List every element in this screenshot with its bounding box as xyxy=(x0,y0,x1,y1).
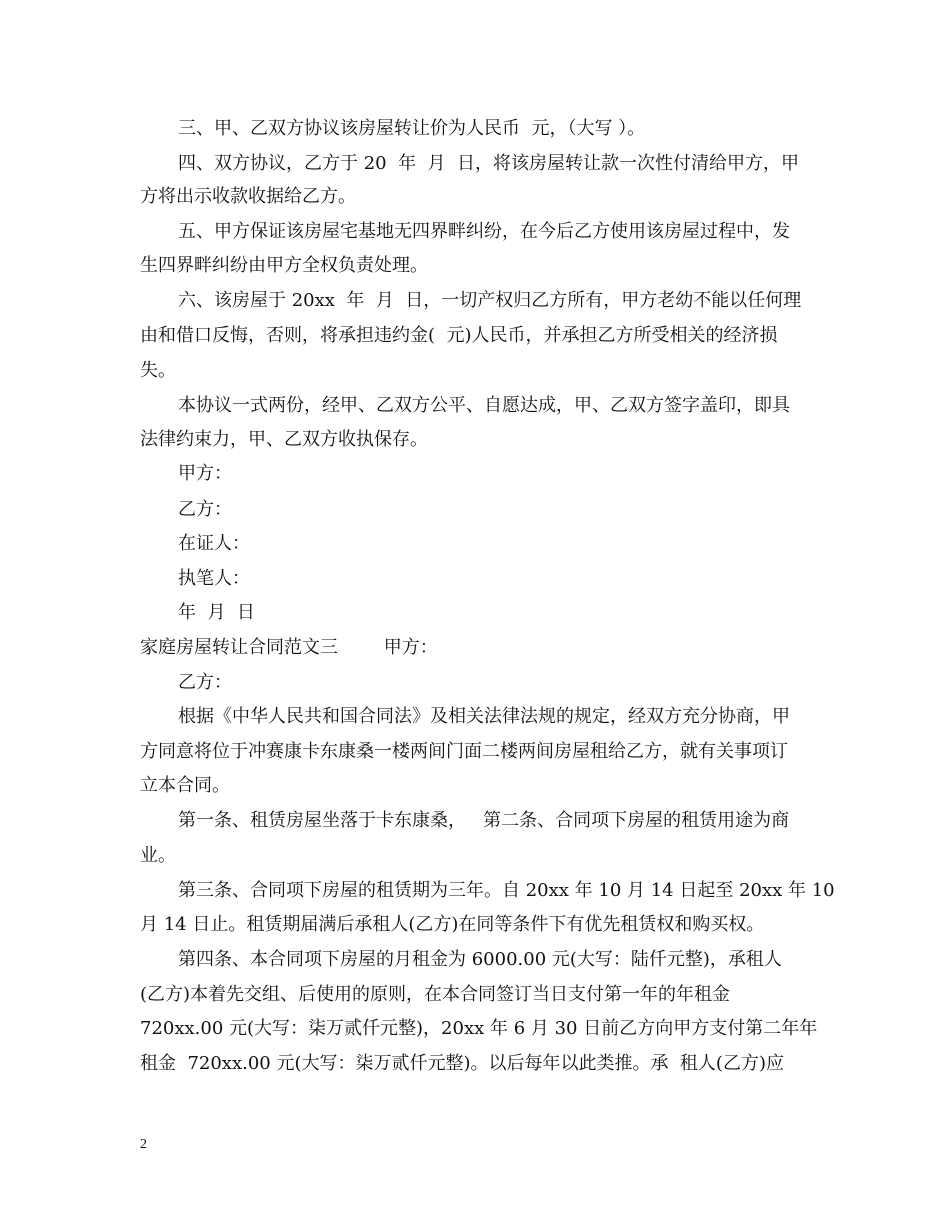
paragraph-line: 六、该房屋于 20xx 年 月 日，一切产权归乙方所有，甲方老幼不能以任何理 xyxy=(178,290,802,311)
paragraph-line: 乙方： xyxy=(178,672,232,693)
signature-line-writer: 执笔人： xyxy=(178,568,250,589)
paragraph-line: 第四条、本合同项下房屋的月租金为 6000.00 元(大写：陆仟元整)，承租人 xyxy=(178,949,782,970)
signature-line-witness: 在证人： xyxy=(178,533,250,554)
paragraph-line: 第一条、租赁房屋坐落于卡东康桑， 第二条、合同项下房屋的租赁用途为商 xyxy=(178,810,790,831)
paragraph-line: 方将出示收款收据给乙方。 xyxy=(140,186,356,207)
paragraph-line: 月 14 日止。租赁期届满后承租人(乙方)在同等条件下有优先租赁权和购买权。 xyxy=(140,914,765,935)
paragraph-line: 生四界畔纠纷由甲方全权负责处理。 xyxy=(140,255,428,276)
paragraph-line: 第三条、合同项下房屋的租赁期为三年。自 20xx 年 10 月 14 日起至 20xx 年 10 xyxy=(178,880,835,901)
date-line: 年 月 日 xyxy=(178,602,255,623)
paragraph-line: 由和借口反悔，否则，将承担违约金( 元)人民币，并承担乙方所受相关的经济损 xyxy=(140,325,778,346)
paragraph-line: 法律约束力，甲、乙双方收执保存。 xyxy=(140,429,428,450)
paragraph-line: 三、甲、乙双方协议该房屋转让价为人民币 元，（大写 ）。 xyxy=(178,118,646,139)
section-heading: 家庭房屋转让合同范文三 甲方： xyxy=(140,637,438,658)
paragraph-line: 租金 720xx.00 元(大写：柒万贰仟元整)。以后每年以此类推。承 租人(乙方)应 xyxy=(140,1053,784,1074)
paragraph-line: 方同意将位于冲赛康卡东康桑一楼两间门面二楼两间房屋租给乙方，就有关事项订 xyxy=(140,741,788,762)
page-number: 2 xyxy=(140,1137,147,1152)
paragraph-line: 业。 xyxy=(140,845,176,866)
paragraph-line: 五、甲方保证该房屋宅基地无四界畔纠纷，在今后乙方使用该房屋过程中，发 xyxy=(178,221,790,242)
signature-line-party-a: 甲方： xyxy=(178,463,232,484)
signature-line-party-b: 乙方： xyxy=(178,499,232,520)
paragraph-line: (乙方)本着先交组、后使用的原则，在本合同签订当日支付第一年的年租金 xyxy=(140,984,731,1005)
paragraph-line: 根据《中华人民共和国合同法》及相关法律法规的规定，经双方充分协商，甲 xyxy=(178,706,790,727)
paragraph-line: 立本合同。 xyxy=(140,775,230,796)
paragraph-line: 四、双方协议，乙方于 20 年 月 日，将该房屋转让款一次性付清给甲方，甲 xyxy=(178,153,799,174)
paragraph-line: 失。 xyxy=(140,360,176,381)
paragraph-line: 720xx.00 元(大写：柒万贰仟元整)，20xx 年 6 月 30 日前乙方向甲方支付第二年年 xyxy=(140,1018,818,1039)
paragraph-line: 本协议一式两份，经甲、乙双方公平、自愿达成，甲、乙双方签字盖印，即具 xyxy=(178,395,790,416)
